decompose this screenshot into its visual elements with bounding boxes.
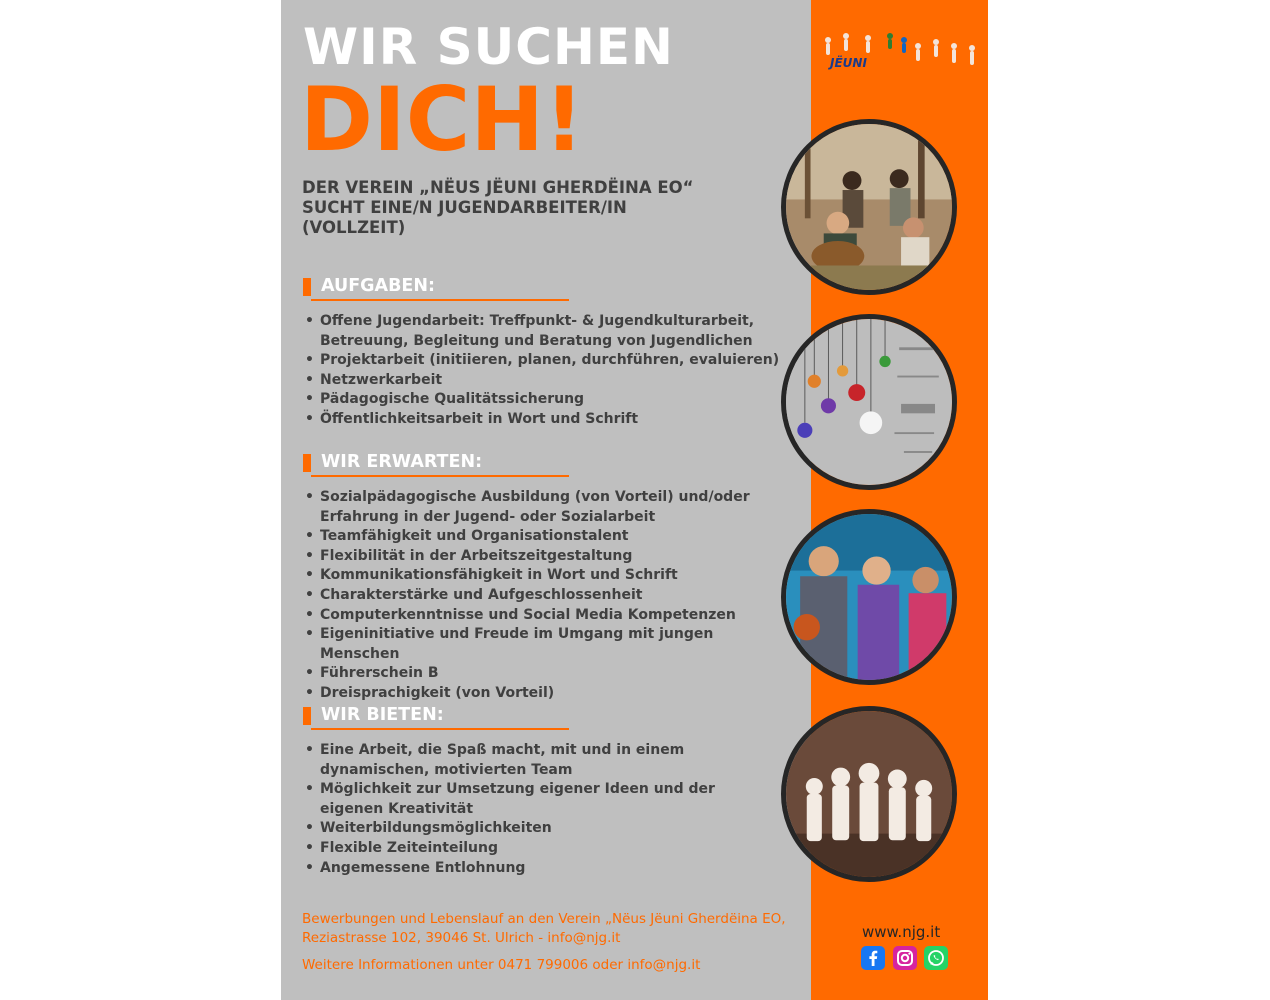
list-item: • Führerschein B [303,664,783,684]
heading-marker [303,278,311,296]
heading-marker [303,454,311,472]
photo-illustration [786,319,952,485]
intro-text [302,178,762,238]
headline-main: DICH! [300,68,585,171]
list-item: • Dreisprachigkeit (von Vorteil) [303,684,783,704]
photo-young-people-guitar [781,119,957,295]
list-item: • Flexibilität in der Arbeitszeitgestaltung [303,547,783,567]
website-url[interactable]: www.njg.it [862,923,941,941]
section-heading-aufgaben [303,276,569,301]
section-heading-wir-bieten [303,705,569,730]
list-item: • Angemessene Entlohnung [303,859,783,879]
photo-illustration [786,514,952,680]
facebook-icon[interactable] [861,946,885,970]
heading-underline [311,299,569,301]
list-item: • Teamfähigkeit und Organisationstalent [303,527,783,547]
section-title: WIR BIETEN: [321,705,444,725]
instagram-icon[interactable] [893,946,917,970]
list-item: • Projektarbeit (initiieren, planen, durchführen, evaluieren) [303,351,783,371]
photo-illustration [786,124,952,290]
whatsapp-icon[interactable] [924,946,948,970]
heading-underline [311,475,569,477]
list-wir-erwarten [303,488,783,704]
logo-graphic [818,26,986,82]
footer-info-line: Weitere Informationen unter 0471 799006 oder info@njg.it [302,957,701,973]
list-aufgaben [303,312,783,430]
list-item: • Flexible Zeiteinteilung [303,839,783,859]
list-item: • Computerkenntnisse und Social Media Kompetenzen [303,606,783,626]
list-item: • Eigeninitiative und Freude im Umgang mit jungen Menschen [303,625,783,664]
intro-line: (VOLLZEIT) [302,218,406,237]
job-poster [281,0,988,1000]
section-heading-wir-erwarten [303,452,569,477]
list-item: • Öffentlichkeitsarbeit in Wort und Schrift [303,410,783,430]
headline-top: WIR SUCHEN [303,18,674,76]
list-item: • Netzwerkarbeit [303,371,783,391]
list-item: • Pädagogische Qualitätssicherung [303,390,783,410]
intro-line: SUCHT EINE/N JUGENDARBEITER/IN [302,198,627,217]
photo-lightbulbs [781,314,957,490]
section-title: AUFGABEN: [321,276,436,296]
list-wir-bieten [303,741,783,878]
heading-marker [303,707,311,725]
list-item: • Möglichkeit zur Umsetzung eigener Ideen und der eigenen Kreativität [303,780,783,819]
list-item: • Kommunikationsfähigkeit in Wort und Schrift [303,566,783,586]
footer-address-line: Reziastrasse 102, 39046 St. Ulrich - info@njg.it [302,930,621,946]
photo-paper-figures [781,706,957,882]
heading-underline [311,728,569,730]
list-item: • Sozialpädagogische Ausbildung (von Vorteil) und/oder Erfahrung in der Jugend- oder Sozialarbeit [303,488,783,527]
list-item: • Eine Arbeit, die Spaß macht, mit und in einem dynamischen, motivierten Team [303,741,783,780]
list-item: • Offene Jugendarbeit: Treffpunkt- & Jugendkulturarbeit, Betreuung, Begleitung und Beratung von Jugendlichen [303,312,783,351]
logo [818,26,986,82]
list-item: • Charakterstärke und Aufgeschlossenheit [303,586,783,606]
intro-line: DER VEREIN „NËUS JËUNI GHERDËINA EO“ [302,178,694,197]
section-title: WIR ERWARTEN: [321,452,483,472]
photo-teenagers-group [781,509,957,685]
photo-illustration [786,711,952,877]
list-item: • Weiterbildungsmöglichkeiten [303,819,783,839]
footer-application-line: Bewerbungen und Lebenslauf an den Verein „Nëus Jëuni Gherdëina EO, [302,911,786,927]
logo-text: JËUNI [830,56,867,70]
